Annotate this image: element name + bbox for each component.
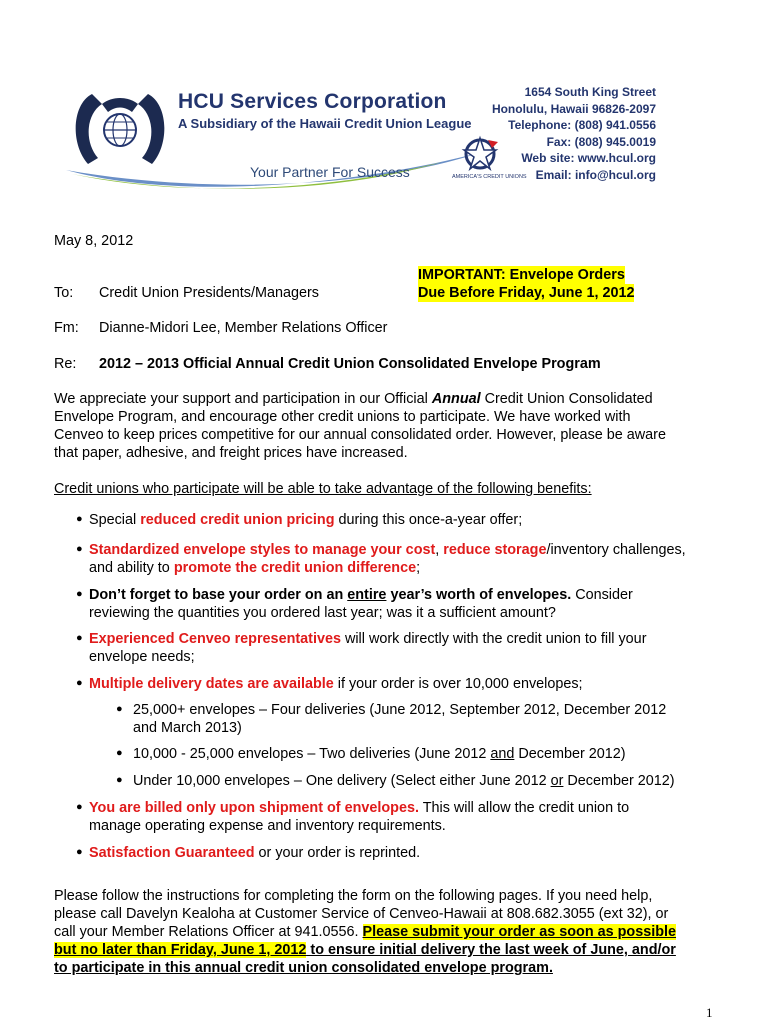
benefit-item (89, 586, 633, 604)
letterhead (62, 74, 672, 214)
closing-line: please call Davelyn Kealoha at Customer Service of Cenveo-Hawaii at 808.682.3055 (ext 32), or (54, 906, 669, 922)
benefit-text: during this once-a-year offer; (334, 512, 523, 528)
address-line: 1654 South King Street (524, 85, 656, 99)
address-line: Email: info@hcul.org (535, 167, 656, 182)
bullet-icon: ● (76, 513, 83, 525)
intro-line: Cenveo to keep prices competitive for our annual consolidated order. However, please be aware (54, 427, 666, 443)
delivery-option (133, 772, 675, 790)
delivery-text: December 2012) (514, 746, 626, 762)
benefit-item-cont (89, 559, 420, 577)
benefit-emphasis: Multiple delivery dates are available (89, 676, 334, 692)
delivery-text: and (490, 746, 515, 762)
to-label: To: (54, 285, 74, 301)
address-line: Fax: (808) 945.0019 (546, 134, 656, 149)
benefit-text: This will allow the credit union to (418, 800, 630, 816)
benefit-text: Consider (571, 587, 633, 603)
benefit-text: /inventory challenges, (546, 542, 686, 558)
closing-line: to participate in this annual credit union consolidated envelope program. (54, 960, 553, 976)
benefit-strong: Don’t forget to base your order on an (89, 587, 348, 603)
benefit-text: or your order is reprinted. (254, 845, 421, 861)
important-notice-line1: IMPORTANT: Envelope Orders (418, 267, 625, 283)
delivery-text: December 2012) (563, 773, 675, 789)
page-number: 1 (706, 1005, 713, 1020)
bullet-icon: ● (76, 846, 83, 858)
benefit-emphasis: reduced credit union pricing (140, 512, 335, 528)
company-name: HCU Services Corporation (178, 90, 447, 113)
address-block (492, 84, 656, 184)
benefit-item (89, 675, 583, 693)
address-line: Honolulu, Hawaii 96826-2097 (491, 101, 656, 116)
intro-line: Envelope Program, and encourage other credit unions to participate. We have worked with (54, 409, 631, 425)
benefit-item (89, 844, 420, 862)
benefit-text: Special (89, 512, 141, 528)
benefit-emphasis: promote the credit union difference (173, 560, 417, 576)
benefit-text: ; (416, 560, 421, 576)
address-line: Web site: www.hcul.org (521, 151, 656, 166)
benefits-heading: Credit unions who participate will be able to take advantage of the following benefits: (54, 481, 592, 497)
cu-logo-text: AMERICA'S CREDIT UNIONS (452, 174, 527, 180)
benefit-item (89, 511, 522, 529)
bullet-icon: ● (76, 632, 83, 644)
bullet-icon: ● (116, 703, 123, 715)
address-line: Telephone: (808) 941.0556 (508, 118, 656, 133)
benefit-strong: year’s worth of envelopes. (386, 587, 572, 603)
benefit-strong: entire (347, 587, 387, 603)
benefit-text: and ability to (89, 560, 174, 576)
benefit-text: will work directly with the credit union to fill your (340, 631, 647, 647)
delivery-option: 25,000+ envelopes – Four deliveries (June 2012, September 2012, December 2012 (133, 702, 667, 718)
closing-text: call your Member Relations Officer at 941.0556. (54, 924, 363, 940)
intro-text: We appreciate your support and participation in our Official (54, 391, 432, 407)
bullet-icon: ● (76, 588, 83, 600)
benefit-item (89, 630, 646, 648)
delivery-option-cont: and March 2013) (133, 720, 242, 736)
intro-line (54, 390, 653, 408)
intro-text: Credit Union Consolidated (480, 391, 653, 407)
company-tagline: Your Partner For Success (250, 164, 410, 180)
company-subtitle: A Subsidiary of the Hawaii Credit Union League (178, 116, 472, 131)
from-label: Fm: (54, 320, 79, 336)
bullet-icon: ● (76, 677, 83, 689)
closing-line (54, 923, 676, 941)
re-label: Re: (54, 356, 77, 372)
benefit-emphasis: reduce storage (443, 542, 547, 558)
memo-date: May 8, 2012 (54, 233, 134, 249)
important-notice-line2: Due Before Friday, June 1, 2012 (418, 285, 635, 301)
benefit-emphasis: You are billed only upon shipment of envelopes. (89, 800, 419, 816)
intro-emphasis: Annual (431, 391, 481, 407)
benefit-item-cont: reviewing the quantities you ordered last year; was it a sufficient amount? (89, 605, 556, 621)
benefit-item-cont: manage operating expense and inventory requirements. (89, 818, 446, 834)
delivery-text: or (550, 773, 564, 789)
closing-line: Please follow the instructions for completing the form on the following pages. If you need help, (54, 888, 653, 904)
benefit-emphasis: Experienced Cenveo representatives (89, 631, 341, 647)
benefit-text: , (435, 542, 444, 558)
bullet-icon: ● (116, 747, 123, 759)
intro-line: that paper, adhesive, and freight prices have increased. (54, 445, 408, 461)
closing-deadline: but no later than Friday, June 1, 2012 (54, 942, 307, 958)
delivery-option (133, 745, 626, 763)
benefit-item-cont: envelope needs; (89, 649, 195, 665)
bullet-icon: ● (116, 774, 123, 786)
benefit-emphasis: Standardized envelope styles to manage your cost (89, 542, 436, 558)
closing-line (54, 941, 676, 959)
delivery-text: Under 10,000 envelopes – One delivery (Select either June 2012 (133, 773, 551, 789)
delivery-text: 10,000 - 25,000 envelopes – Two deliveries (June 2012 (133, 746, 491, 762)
closing-text: to ensure initial delivery the last week of June, and/or (306, 942, 676, 958)
benefit-item (89, 799, 629, 817)
benefit-text: if your order is over 10,000 envelopes; (333, 676, 583, 692)
benefit-item (89, 541, 686, 559)
bullet-icon: ● (76, 543, 83, 555)
re-value: 2012 – 2013 Official Annual Credit Union Consolidated Envelope Program (99, 356, 601, 372)
to-value: Credit Union Presidents/Managers (99, 285, 319, 301)
benefit-emphasis: Satisfaction Guaranteed (89, 845, 255, 861)
from-value: Dianne-Midori Lee, Member Relations Officer (99, 320, 388, 336)
closing-deadline: Please submit your order as soon as possible (362, 924, 677, 940)
bullet-icon: ● (76, 801, 83, 813)
